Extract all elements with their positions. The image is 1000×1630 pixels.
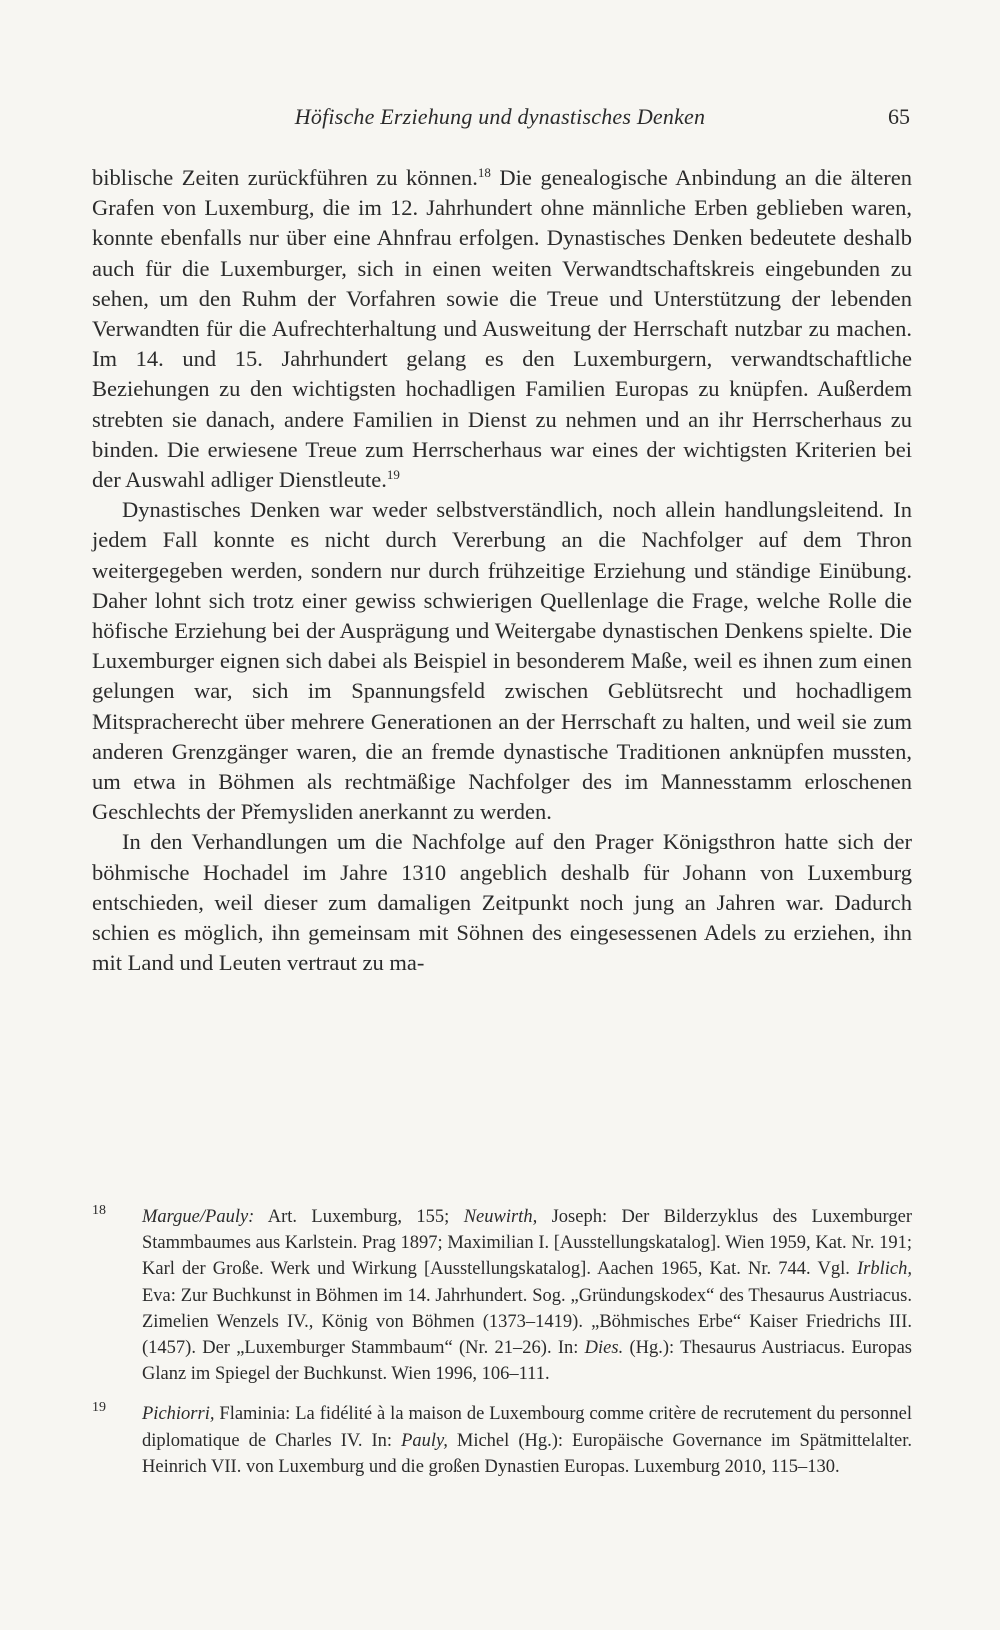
footnote-number: 19 <box>92 1400 106 1416</box>
paragraph-1-text-b: Die genealogische Anbindung an die älteren Grafen von Luxemburg, die im 12. Jahrhundert ohne männliche Erben geblieben waren, konnte ebenfalls nur über eine Ahnfrau erfolgen. Dynastisches Denken bedeutete deshalb auch für die Luxemburger, sich in einen weiten Verwandtschaftskreis eingebunden zu sehen, um den Ruhm der Vorfahren sowie die Treue und Unterstützung der lebenden Verwandten für die Aufrechterhaltung und Ausweitung der Herrschaft nutzbar zu machen. Im 14. und 15. Jahrhundert gelang es den Luxemburgern, verwandtschaftliche Beziehungen zu den wichtigsten hochadligen Familien Europas zu knüpfen. Außerdem strebten sie danach, andere Familien in Dienst zu nehmen und an ihr Herrscherhaus zu binden. Die erwiesene Treue zum Herrscherhaus war eines der wichtigsten Kriterien bei der Auswahl adliger Dienstleute. <box>92 165 912 493</box>
main-text <box>92 163 912 978</box>
running-head <box>90 104 910 134</box>
footnote-text: Eva: Zur Buchkunst in Böhmen im 14. Jahrhundert. Sog. „Gründungskodex“ des Thesaurus Austriacus. Zimelien Wenzels IV., König von Böhmen (1373–1419). „Böhmisches Erbe“ Kaiser Friedrichs III. (1457). Der „Luxemburger Stammbaum“ (Nr. 21–26). In: <box>142 1285 912 1359</box>
running-title: Höfische Erziehung und dynastisches Denken <box>294 104 706 129</box>
footnote-ref-18: 18 <box>477 165 491 180</box>
footnote-ref-19: 19 <box>386 467 400 483</box>
paragraph-3: In den Verhandlungen um die Nachfolge auf den Prager Königsthron hatte sich der böhmische Hochadel im Jahre 1310 angeblich deshalb für Johann von Luxemburg entschieden, weil dieser zum damaligen Zeitpunkt noch jung an Jahren war. Dadurch schien es möglich, ihn gemeinsam mit Söhnen des eingesessenen Adels zu erziehen, ihn mit Land und Leuten vertraut zu ma- <box>92 829 912 976</box>
footnote-number: 18 <box>92 1203 106 1218</box>
paragraph-1-text-a: biblische Zeiten zurückführen zu können. <box>92 165 478 190</box>
footnotes <box>92 1204 912 1494</box>
footnote-18 <box>92 1204 912 1387</box>
footnote-author: Margue/Pauly: <box>142 1207 255 1227</box>
footnote-text: Art. Luxemburg, 155; <box>254 1207 464 1227</box>
footnote-author: Pichiorri, <box>142 1404 215 1425</box>
paragraph-1 <box>92 163 912 495</box>
footnote-author: Dies. <box>584 1338 624 1359</box>
footnote-text: Joseph: Der Bilderzyklus des Luxemburger Stammbaumes aus Karlstein. Prag 1897; Maximilian I. [Ausstellungskatalog]. Wien 1959, Kat. Nr. 191; Karl der Große. Werk und Wirkung [Ausstellungskatalog]. Aachen 1965, Kat. Nr. 744. Vgl. <box>142 1207 912 1280</box>
footnote-author: Pauly, <box>401 1430 448 1451</box>
footnote-author: Irblich, <box>857 1259 912 1280</box>
page-number: 65 <box>888 104 910 129</box>
footnote-text: (Hg.): Thesaurus Austriacus. Europas Glanz im Spiegel der Buchkunst. Wien 1996, 106–111. <box>142 1338 913 1385</box>
footnote-text: Michel (Hg.): Europäische Governance im Spätmittelalter. Heinrich VII. von Luxemburg und die großen Dynastien Europas. Luxemburg 2010, 115–130. <box>142 1430 912 1477</box>
footnote-text: Flaminia: La fidélité à la maison de Luxembourg comme critère de recrutement du personnel diplomatique de Charles IV. In: <box>142 1404 912 1451</box>
paragraph-2: Dynastisches Denken war weder selbstverständlich, noch allein handlungsleitend. In jedem Fall konnte es nicht durch Vererbung an die Nachfolger auf dem Thron weitergegeben werden, sondern nur durch frühzeitige Erziehung und ständige Einübung. Daher lohnt sich trotz einer gewiss schwierigen Quellenlage die Frage, welche Rolle die höfische Erziehung bei der Ausprägung und Weitergabe dynastischen Denkens spielte. Die Luxemburger eignen sich dabei als Beispiel in besonderem Maße, weil es ihnen zum einen gelungen war, sich im Spannungsfeld zwischen Geblütsrecht und hochadligem Mitspracherecht über mehrere Generationen an der Herrschaft zu halten, und weil sie zum anderen Grenzgänger waren, die an fremde dynastische Traditionen anknüpfen mussten, um etwa in Böhmen als rechtmäßige Nachfolger des im Mannesstamm erloschenen Geschlechts der Přemysliden anerkannt zu werden. <box>92 497 912 825</box>
footnote-19 <box>92 1401 912 1480</box>
footnote-author: Neuwirth, <box>463 1207 538 1227</box>
